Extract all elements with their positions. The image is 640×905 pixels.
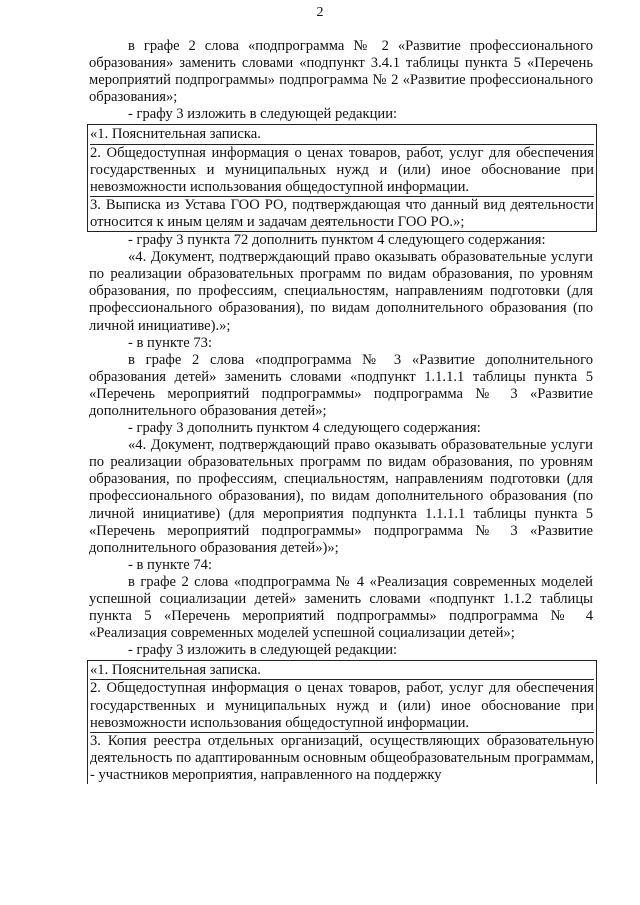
paragraph-item-73-column-2: в графе 2 слова «подпрограмма № 3 «Развитие дополнительного образования детей» заменить словами «подпункт 1.1.1.1 таблицы пункта 5 «Перечень мероприятий подпрограммы» подпрограмма № 3 «Развитие дополнительного образования детей»; <box>89 351 593 419</box>
box1-item-3: 3. Выписка из Устава ГОО РО, подтверждающая что данный вид деятельности относится к иным целям и задачам деятельности ГОО РО.»; <box>90 196 594 230</box>
table-cell-column-3-item-71 <box>87 124 597 232</box>
document-body <box>89 38 593 784</box>
paragraph-item-73-heading: - в пункте 73: <box>128 334 213 351</box>
box2-item-2: 2. Общедоступная информация о ценах товаров, работ, услуг для обеспечения государственных и муниципальных нужд и (или) иное обоснование при невозможности использования общедоступной информации. <box>90 680 594 731</box>
paragraph-column-3-restate: - графу 3 изложить в следующей редакции: <box>128 106 398 123</box>
paragraph-amend-column-2-item-71: в графе 2 слова «подпрограмма № 2 «Развитие профессионального образования» заменить словами «подпункт 3.4.1 таблицы пункта 5 «Перечень мероприятий подпрограммы» подпрограмма № 2 «Развитие профессионального образования»; <box>89 38 593 106</box>
box2-item-3: 3. Копия реестра отдельных организаций, осуществляющих образовательную деятельность по адаптированным основным общеобразовательным программам, - участников мероприятия, направленного на поддержку <box>90 732 594 783</box>
box1-item-2: 2. Общедоступная информация о ценах товаров, работ, услуг для обеспечения государственных и муниципальных нужд и (или) иное обоснование при невозможности использования общедоступной информации. <box>90 144 594 195</box>
paragraph-item-74-column-2: в графе 2 слова «подпрограмма № 4 «Реализация современных моделей успешной социализации детей» заменить словами «подпункт 1.1.2 таблицы пункта 5 «Перечень мероприятий подпрограммы» подпрограмма № 4 «Реализация современных моделей успешной социализации детей»; <box>89 573 593 642</box>
page-number: 2 <box>316 5 324 20</box>
paragraph-item-73-document-4: «4. Документ, подтверждающий право оказывать образовательные услуги по реализации образовательных программ по видам образования, по уровням образования, по профессиям, специальностям, направлениям подготовки (для профессионального образования), по видам дополнительного образования (по личной инициативе) (для мероприятия подпункта 1.1.1.1 таблицы пункта 5 «Перечень мероприятий подпрограммы» подпрограмма № 3 «Развитие дополнительного образования детей»)»; <box>89 437 593 556</box>
table-cell-column-3-item-74 <box>87 660 597 784</box>
box1-item-1: «1. Пояснительная записка. <box>90 126 261 143</box>
paragraph-item-72-document-4: «4. Документ, подтверждающий право оказывать образовательные услуги по реализации образовательных программ по видам образования, по уровням образования, по профессиям, специальностям, направлениям подготовки (для профессионального образования), по видам дополнительного образования (по личной инициативе).»; <box>89 249 593 334</box>
box2-item-1: «1. Пояснительная записка. <box>90 662 261 679</box>
paragraph-item-72-column-3: - графу 3 пункта 72 дополнить пунктом 4 следующего содержания: <box>128 232 546 249</box>
paragraph-item-74-column-3: - графу 3 изложить в следующей редакции: <box>128 642 398 659</box>
paragraph-item-74-heading: - в пункте 74: <box>128 556 213 573</box>
paragraph-item-73-column-3: - графу 3 дополнить пунктом 4 следующего содержания: <box>128 420 481 437</box>
